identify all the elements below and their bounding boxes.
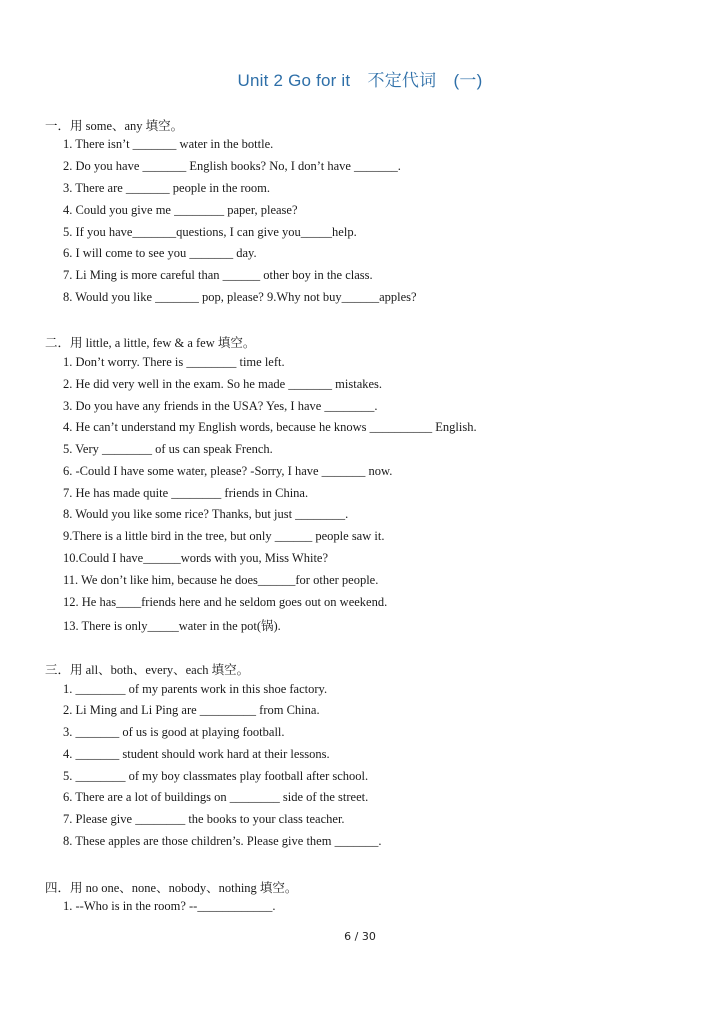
exercise-item: 6. -Could I have some water, please? -Sorry, I have _______ now.	[63, 464, 393, 478]
exercise-item: 5. If you have_______questions, I can give you_____help.	[63, 225, 357, 239]
exercise-item: 1. ________ of my parents work in this shoe factory.	[63, 682, 328, 696]
exercise-item: 3. There are _______ people in the room.	[63, 181, 271, 195]
exercise-item: 8. These apples are those children’s. Please give them _______.	[63, 834, 382, 848]
page-title: Unit 2 Go for it 不定代词 (一)	[237, 71, 483, 90]
exercise-item: 4. _______ student should work hard at their lessons.	[63, 747, 330, 761]
exercise-item: 6. There are a lot of buildings on ________ side of the street.	[63, 790, 369, 804]
exercise-item: 4. He can’t understand my English words, because he knows __________ English.	[63, 420, 477, 434]
page-indicator: 6 / 30	[344, 930, 376, 943]
exercise-item: 1. There isn’t _______ water in the bottle.	[63, 137, 274, 151]
exercise-item: 9.There is a little bird in the tree, but only ______ people saw it.	[63, 529, 385, 543]
exercise-item: 8. Would you like _______ pop, please? 9.Why not buy______apples?	[63, 290, 417, 304]
exercise-item: 5. Very ________ of us can speak French.	[63, 442, 273, 456]
exercise-item: 5. ________ of my boy classmates play football after school.	[63, 769, 369, 783]
exercise-item: 6. I will come to see you _______ day.	[63, 246, 257, 260]
exercise-item: 7. Please give ________ the books to your class teacher.	[63, 812, 345, 826]
exercise-item: 2. He did very well in the exam. So he made _______ mistakes.	[63, 377, 383, 391]
exercise-item: 7. He has made quite ________ friends in China.	[63, 486, 309, 500]
exercise-item: 13. There is only_____water in the pot(锅).	[63, 619, 281, 633]
exercise-item: 3. _______ of us is good at playing football.	[63, 725, 285, 739]
exercise-item: 1. --Who is in the room? --____________.	[63, 899, 276, 913]
exercise-item: 3. Do you have any friends in the USA? Yes, I have ________.	[63, 399, 378, 413]
exercise-item: 2. Do you have _______ English books? No, I don’t have _______.	[63, 159, 401, 173]
exercise-item: 4. Could you give me ________ paper, please?	[63, 203, 298, 217]
section-heading: 一．用 some、any 填空。	[45, 119, 184, 133]
exercise-item: 8. Would you like some rice? Thanks, but just ________.	[63, 507, 349, 521]
section-heading: 三．用 all、both、every、each 填空。	[45, 663, 250, 677]
exercise-item: 1. Don’t worry. There is ________ time left.	[63, 355, 285, 369]
exercise-item: 7. Li Ming is more careful than ______ other boy in the class.	[63, 268, 373, 282]
section-heading: 四．用 no one、none、nobody、nothing 填空。	[45, 881, 298, 895]
exercise-item: 12. He has____friends here and he seldom goes out on weekend.	[63, 595, 388, 609]
exercise-item: 11. We don’t like him, because he does______for other people.	[63, 573, 379, 587]
exercise-item: 2. Li Ming and Li Ping are _________ from China.	[63, 703, 320, 717]
exercise-item: 10.Could I have______words with you, Miss White?	[63, 551, 329, 565]
section-heading: 二．用 little, a little, few & a few 填空。	[45, 336, 256, 350]
